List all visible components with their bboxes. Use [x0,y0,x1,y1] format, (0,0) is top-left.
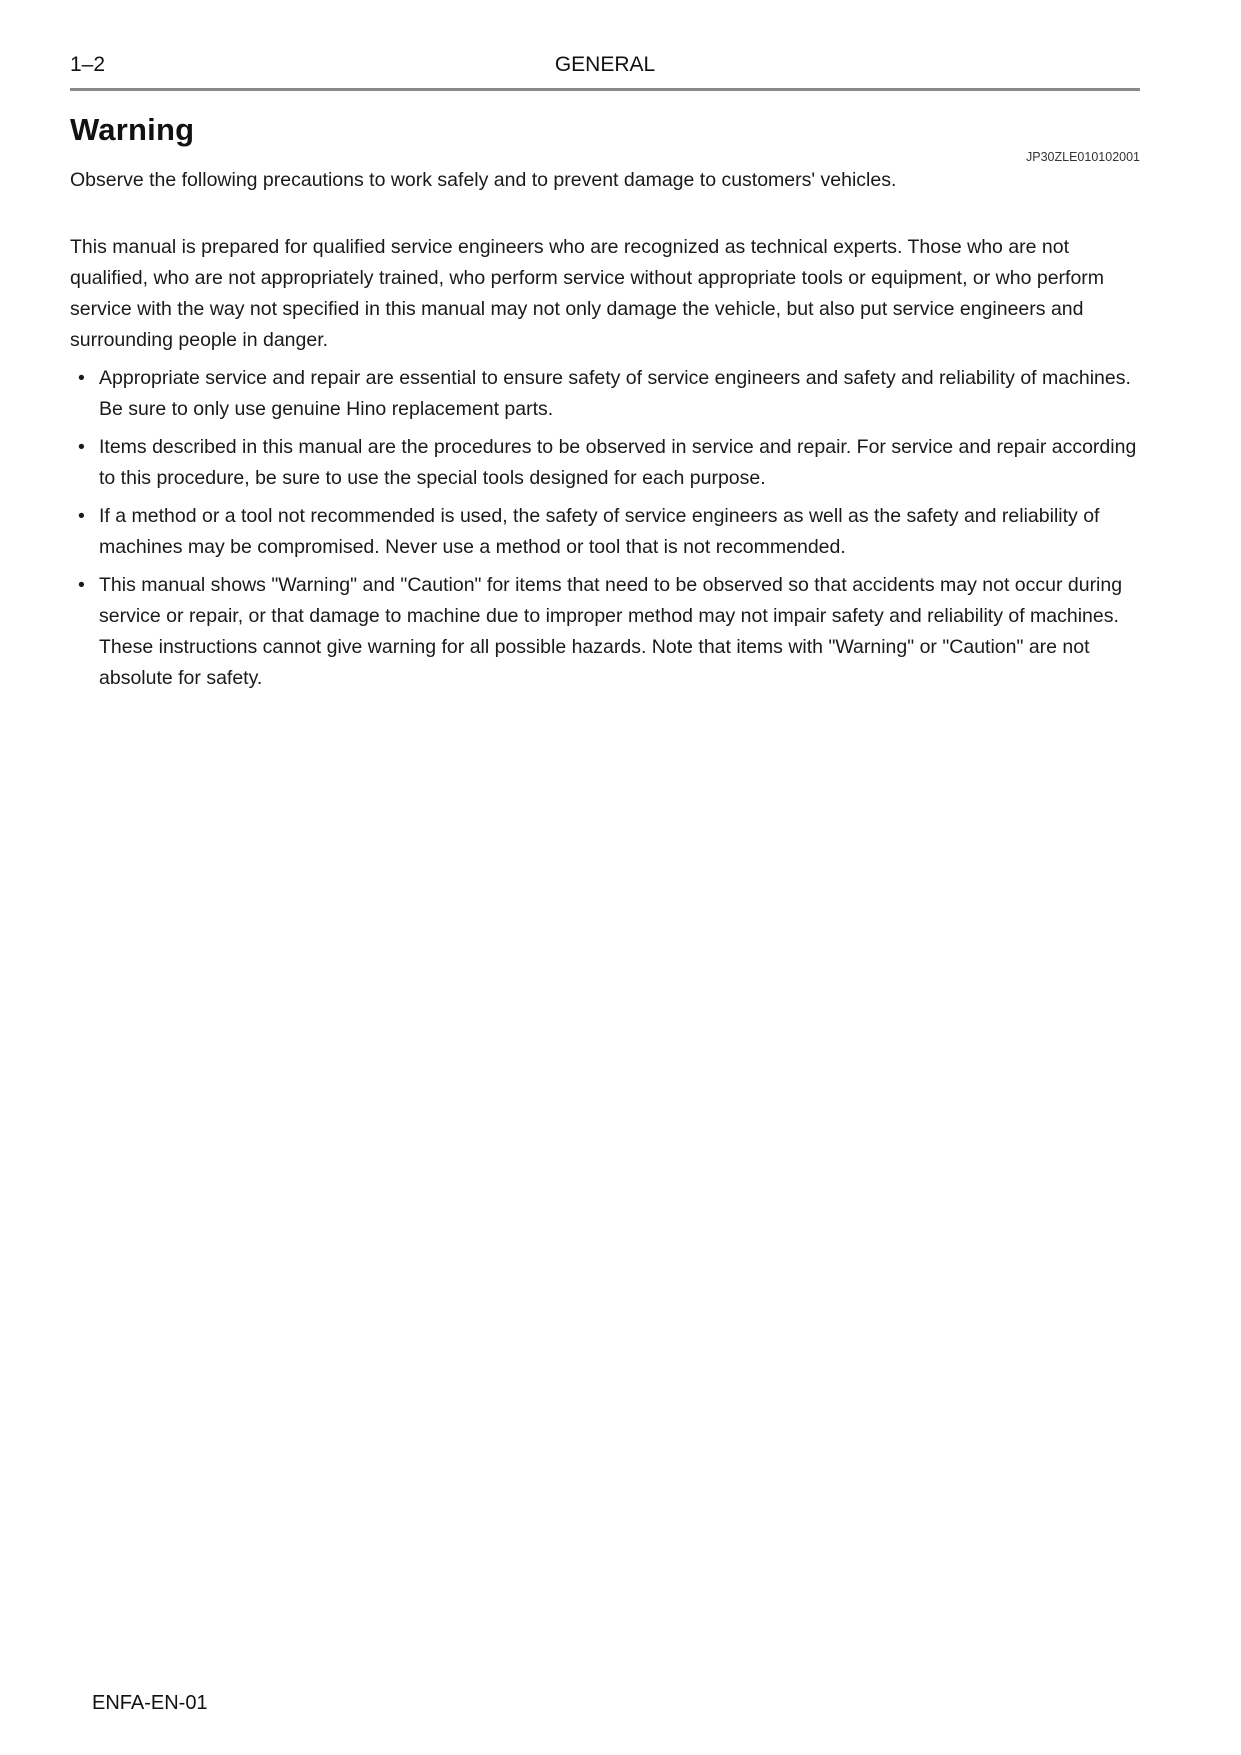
section-title: GENERAL [554,53,656,76]
page-header [70,52,1140,78]
document-code: JP30ZLE010102001 [1026,150,1140,164]
bullet-icon: • [78,505,85,527]
intro-paragraph: Observe the following precautions to work safely and to prevent damage to customers' vehicles. [70,169,897,191]
bullet-icon: • [78,574,85,596]
list-item [70,570,1140,694]
bullet-icon: • [78,367,85,389]
page-number: 1–2 [70,53,106,76]
header-divider [70,88,1140,91]
bullet-icon: • [78,436,85,458]
list-item-text: Appropriate service and repair are essential to ensure safety of service engineers and safety and reliability of machines. Be sure to only use genuine Hino replacement parts. [99,367,1131,420]
list-item [70,432,1140,494]
list-item-text: If a method or a tool not recommended is used, the safety of service engineers as well as the safety and reliability of machines may be compromised. Never use a method or tool that is not recommended. [99,505,1100,558]
page-title: Warning [70,112,195,147]
footer-document-id: ENFA-EN-01 [92,1692,208,1714]
precaution-list [70,363,1140,694]
list-item-text: This manual shows "Warning" and "Caution" for items that need to be observed so that accidents may not occur during service or repair, or that damage to machine due to improper method may not impair safety and reliability of machines. These instructions cannot give warning for all possible hazards. Note that items with "Warning" or "Caution" are not absolute for safety. [99,574,1123,689]
list-item-text: Items described in this manual are the procedures to be observed in service and repair. For service and repair according to this procedure, be sure to use the special tools designed for each purpose. [99,436,1137,489]
list-item [70,363,1140,425]
body-paragraph: This manual is prepared for qualified service engineers who are recognized as technical experts. Those who are not qualified, who are not appropriately trained, who perform service without appropriate tools or equipment, or who perform service with the way not specified in this manual may not only damage the vehicle, but also put service engineers and surrounding people in danger. [70,236,1105,351]
list-item [70,501,1140,563]
